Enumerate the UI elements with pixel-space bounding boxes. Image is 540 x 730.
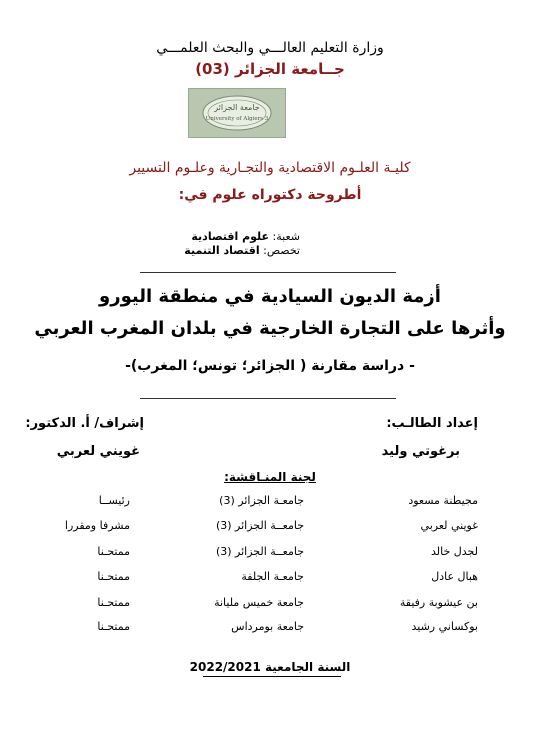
branch-label: شعبة:: [272, 230, 300, 243]
jury-member-name: لجدل خالد: [431, 545, 478, 558]
jury-member-role: ممتحـنا: [97, 545, 130, 558]
jury-member-role: ممتحـنا: [97, 620, 130, 633]
faculty-name: كليـة العلـوم الاقتصادية والتجـارية وعلـوم التسيير: [129, 160, 411, 176]
jury-row: [0, 519, 540, 535]
student-label: إعداد الطالـب:: [386, 416, 478, 431]
thesis-label: أطروحة دكتوراه علوم في:: [178, 187, 362, 203]
jury-member-name: غويني لعربي: [420, 519, 478, 532]
university-logo: [188, 88, 286, 138]
supervisor-name: غويني لعربي: [56, 444, 140, 459]
university-name: جــامعة الجزائر (03): [195, 60, 345, 78]
logo-text-en: University of Algiers 3: [205, 116, 269, 122]
thesis-subtitle: - دراسة مقارنة ( الجزائر؛ تونس؛ المغرب)-: [125, 358, 415, 374]
branch-value: علوم اقتصادية: [191, 230, 270, 243]
jury-member-role: ممتحـنا: [97, 596, 130, 609]
jury-member-name: بوكساني رشيد: [411, 620, 478, 633]
jury-member-role: ممتحـنا: [97, 570, 130, 583]
jury-row: [0, 596, 540, 612]
academic-year-underline: [203, 676, 341, 677]
thesis-title-line2: وأثرها على التجارة الخارجية في بلدان المغرب العربي: [34, 318, 506, 339]
jury-row: [0, 620, 540, 636]
jury-row: [0, 570, 540, 586]
jury-member-institution: جامعة خميس مليانة: [214, 596, 304, 609]
thesis-title-line1: أزمة الديون السيادية في منطقة اليورو: [99, 286, 441, 307]
jury-member-name: هبال عادل: [431, 570, 478, 583]
academic-year: السنة الجامعية 2022/2021: [189, 660, 351, 674]
university-logo-icon: [189, 89, 285, 137]
jury-member-institution: جامعـة الجزائر (3): [219, 494, 304, 507]
jury-title: لجنة المنـاقشة:: [224, 470, 316, 484]
jury-member-institution: جامعـة الجلفة: [241, 570, 304, 583]
jury-member-name: بن عيشوبة رفيقة: [399, 596, 478, 609]
specialty-value: اقتصاد التنمية: [184, 244, 260, 257]
supervisor-label: إشراف/ أ. الدكتور:: [25, 416, 144, 431]
logo-text-ar: جامعة الجزائر: [214, 103, 260, 112]
divider-bottom: [140, 398, 396, 399]
jury-member-institution: جامعــة الجزائر (3): [215, 519, 304, 532]
jury-row: [0, 545, 540, 561]
jury-member-name: مجيطنة مسعود: [408, 494, 478, 507]
student-name: برغوتي وليد: [381, 444, 460, 459]
jury-member-role: رئيســا: [98, 494, 130, 507]
branch-line: [191, 230, 300, 243]
ministry-name: وزارة التعليم العالـــي والبحث العلمـــي: [156, 40, 384, 56]
jury-member-institution: جامعــة الجزائر (3): [215, 545, 304, 558]
specialty-line: [184, 244, 300, 257]
jury-row: [0, 494, 540, 510]
divider-top: [140, 272, 396, 273]
specialty-label: تخصص:: [263, 244, 300, 257]
jury-member-institution: جامعة بومرداس: [231, 620, 304, 633]
jury-member-role: مشرفا ومقررا: [64, 519, 130, 532]
